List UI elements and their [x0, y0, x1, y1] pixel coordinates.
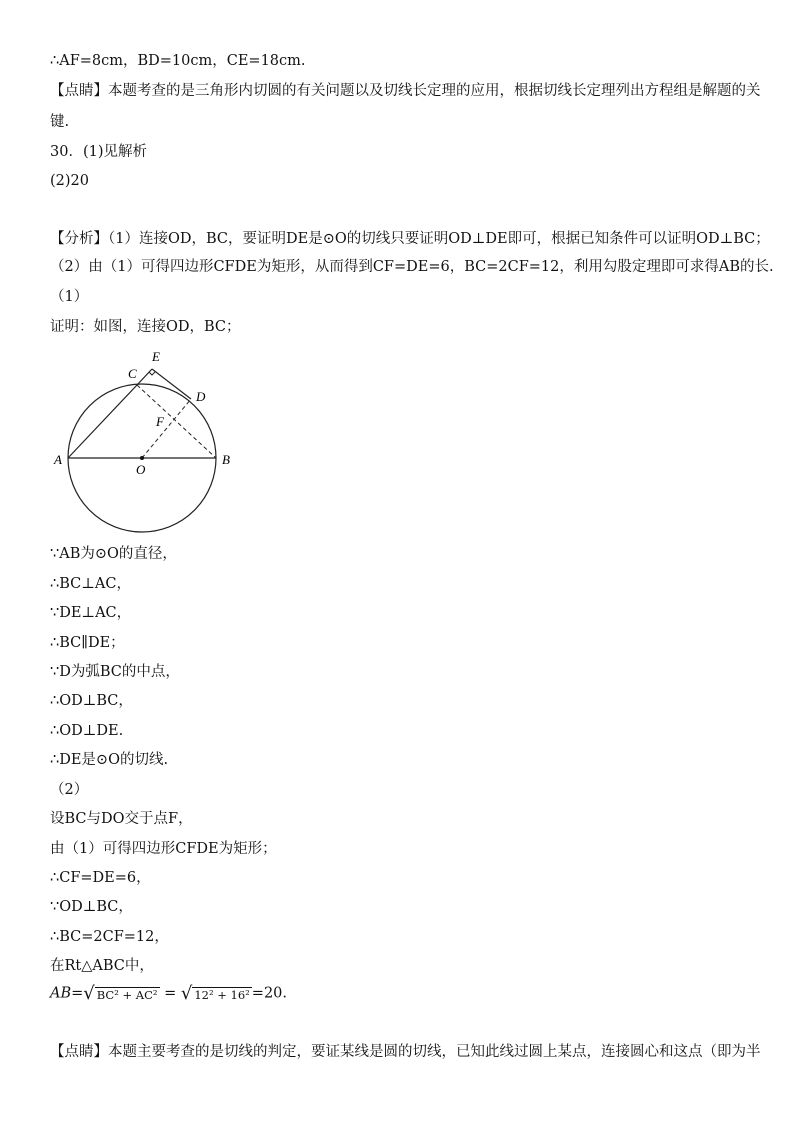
- question-number: 30．(1)见解析: [50, 144, 147, 160]
- part2-label: （2）: [50, 782, 89, 798]
- part2-step-1: 设BC与DO交于点F，: [50, 811, 193, 827]
- radical-1: √ BC² + AC²: [83, 983, 158, 1004]
- comment-line: 【点睛】本题主要考查的是切线的判定，要证某线是圆的切线，已知此线过圆上某点，连接圆心和这点（即为半: [50, 1044, 761, 1060]
- radicand-2: 12² + 16²: [194, 988, 250, 1002]
- geometry-figure: [50, 348, 250, 538]
- radical-2: √ 12² + 16²: [180, 983, 250, 1004]
- proof-step-4: ∴BC∥DE；: [50, 635, 125, 651]
- formula-lhs: AB=: [50, 985, 84, 1002]
- proof-step-8: ∴DE是⊙O的切线.: [50, 752, 169, 768]
- part2-step-5: ∴BC=2CF=12，: [50, 929, 169, 945]
- proof-step-7: ∴OD⊥DE.: [50, 723, 124, 739]
- part1-label: （1）: [50, 289, 89, 305]
- part2-step-2: 由（1）可得四边形CFDE为矩形；: [50, 841, 277, 857]
- part2-step-6: 在Rt△ABC中，: [50, 958, 154, 974]
- center-point: [140, 456, 144, 460]
- formula-eq: =: [164, 985, 177, 1002]
- formula-line: [50, 983, 287, 1013]
- text-line-1: ∴AF=8cm，BD=10cm，CE=18cm.: [50, 53, 306, 69]
- label-c: C: [128, 366, 137, 381]
- analysis-line-2: （2）由（1）可得四边形CFDE为矩形，从而得到CF=DE=6，BC=2CF=12，利用勾股定理即可求得AB的长.: [50, 259, 774, 275]
- radicand-1: BC² + AC²: [96, 988, 158, 1002]
- label-e: E: [152, 349, 160, 364]
- proof-step-1: ∵AB为⊙O的直径，: [50, 546, 177, 562]
- label-f: F: [156, 414, 164, 429]
- proof-step-2: ∴BC⊥AC，: [50, 576, 131, 592]
- text-line-2a: 【点睛】本题考查的是三角形内切圆的有关问题以及切线长定理的应用，根据切线长定理列出方程组是解题的关: [50, 83, 761, 99]
- proof-intro: 证明：如图，连接OD，BC；: [50, 319, 241, 335]
- proof-step-5: ∵D为弧BC的中点，: [50, 664, 180, 680]
- extension-ce: [137, 369, 152, 385]
- right-angle-mark: [149, 372, 155, 375]
- formula-result: =20.: [251, 985, 288, 1002]
- label-a: A: [54, 452, 62, 467]
- label-o: O: [136, 462, 146, 477]
- part2-step-3: ∴CF=DE=6，: [50, 870, 151, 886]
- proof-step-6: ∴OD⊥BC，: [50, 693, 133, 709]
- proof-step-3: ∵DE⊥AC，: [50, 605, 132, 621]
- line-ed: [152, 369, 191, 399]
- label-d: D: [196, 389, 206, 404]
- analysis-line-1: 【分析】（1）连接OD，BC，要证明DE是⊙O的切线只要证明OD⊥DE即可，根据已知条件可以证明OD⊥BC；: [50, 231, 770, 247]
- label-b: B: [222, 452, 230, 467]
- part2-step-4: ∵OD⊥BC，: [50, 899, 133, 915]
- text-line-2b: 键.: [50, 114, 70, 130]
- answer-part2: (2)20: [50, 173, 89, 189]
